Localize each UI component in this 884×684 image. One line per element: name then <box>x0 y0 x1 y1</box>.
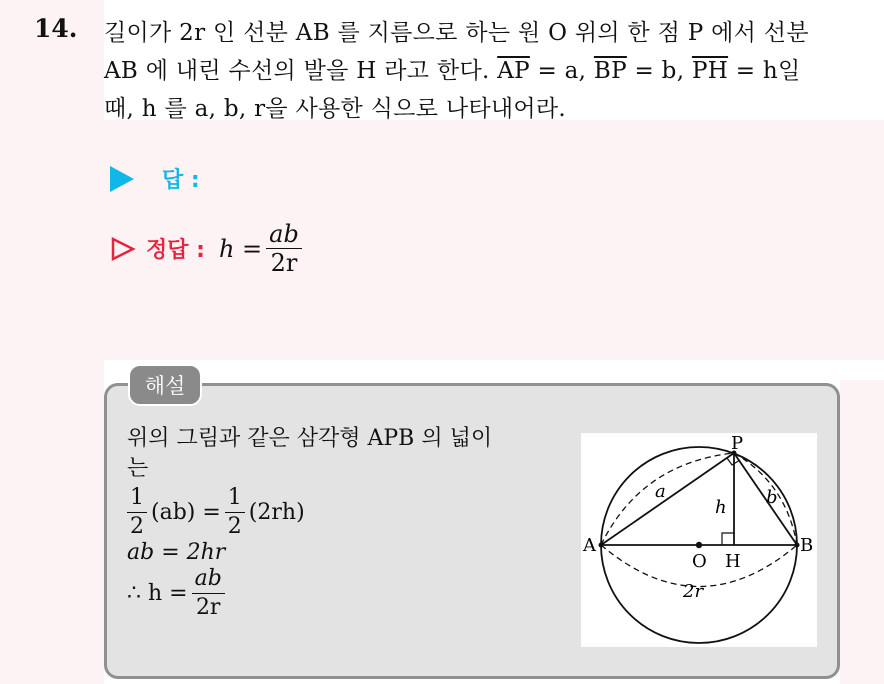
correct-answer-formula: h = $\frac{ab}{2r}$ <box>219 220 306 277</box>
point-b <box>795 543 800 548</box>
point-o <box>696 542 702 548</box>
label-h: H <box>725 551 741 572</box>
label-p: P <box>731 433 744 454</box>
solution-line-1: 위의 그림과 같은 삼각형 APB 의 넓이 <box>127 426 493 451</box>
label-a: A <box>583 535 596 556</box>
segment-ph: $\overline{PH}$ <box>691 58 729 84</box>
point-a <box>599 543 604 548</box>
problem-number: 14. <box>34 14 78 43</box>
label-side-b: b <box>766 487 778 508</box>
solution-equation-3: ∴ h = $\frac{ab}{2r}$ <box>127 565 567 622</box>
correct-answer-label: 정답 : <box>146 238 205 263</box>
label-b: B <box>800 535 814 556</box>
problem-line-1: 길이가 2r 인 선분 AB 를 지름으로 하는 원 O 위의 한 점 P 에서 선분 <box>104 20 809 46</box>
fraction: $\frac{ab}{2r}$ <box>266 220 302 277</box>
solution-text <box>127 424 567 622</box>
solution-equation-1: $\frac{1}{2}$ (ab) = $\frac{1}{2}$ (2rh) <box>127 484 567 541</box>
geometry-figure <box>581 433 817 647</box>
solution-line-2: 는 <box>127 456 149 481</box>
answer-row <box>110 163 200 194</box>
solution-tag: 해설 <box>128 364 202 406</box>
background-block <box>840 380 884 684</box>
problem-line-2: AB 에 내린 수선의 발을 H 라고 한다. $\overline{AP} = a$, $\overline{BP} = b$, $\overline{PH} = h$일 <box>104 58 801 84</box>
background-block <box>0 0 104 684</box>
correct-answer-row <box>110 220 306 277</box>
label-side-2r: 2r <box>683 581 704 602</box>
problem-line-3: 때, h 를 a, b, r을 사용한 식으로 나타내어라. <box>104 96 567 122</box>
outline-triangle-icon <box>110 236 136 262</box>
play-triangle-icon <box>110 166 134 192</box>
label-o: O <box>692 551 707 572</box>
solution-box <box>104 383 840 679</box>
segment-bp: $\overline{BP}$ <box>593 58 627 84</box>
right-angle-mark <box>722 533 734 545</box>
label-side-a: a <box>655 481 666 502</box>
answer-label: 답 : <box>162 168 200 193</box>
circle-diagram <box>581 433 817 647</box>
segment-ap: $\overline{AP}$ <box>497 58 530 84</box>
solution-equation-2: ab = 2hr <box>127 540 226 565</box>
label-side-h: h <box>715 497 727 518</box>
problem-text <box>104 14 874 128</box>
